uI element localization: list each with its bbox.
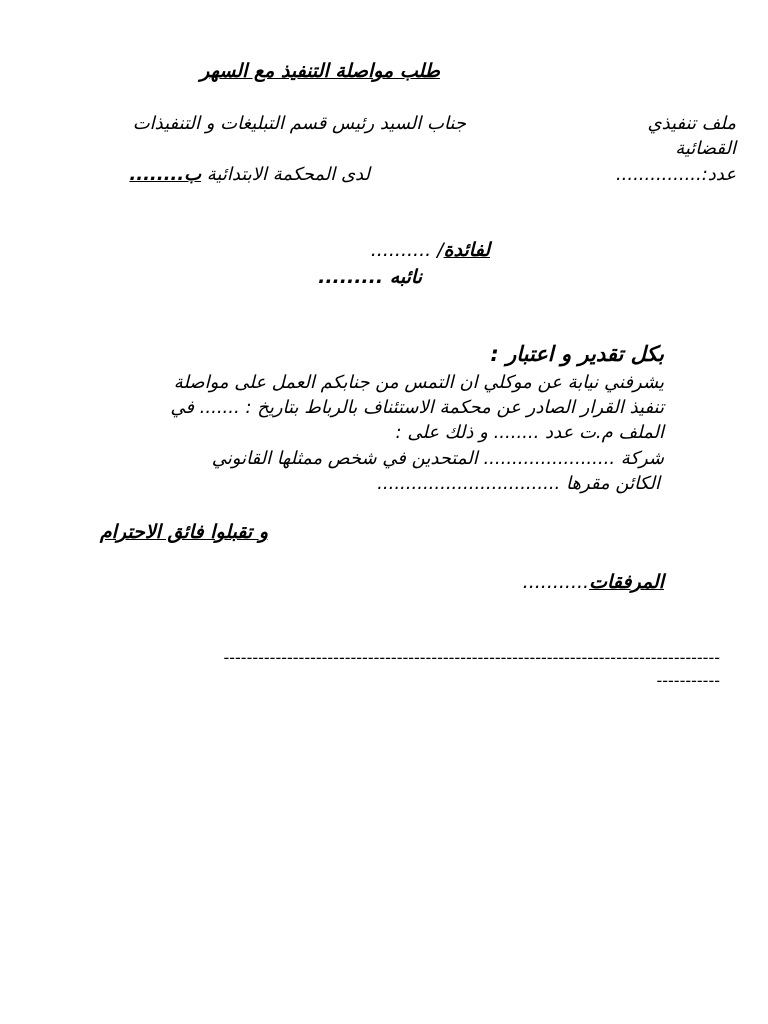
addressee-line-2 <box>129 164 370 185</box>
body-line-1: يشرفني نيابة عن موكلي ان التمس من جنابكم العمل على مواصلة <box>173 372 664 393</box>
document-title: طلب مواصلة التنفيذ مع السهر <box>200 60 440 82</box>
deputy-line: نائبه ......... <box>318 266 422 288</box>
file-number: عدد:............... <box>615 164 736 185</box>
court-city: ب........ <box>129 164 202 185</box>
attachments-line <box>523 571 664 593</box>
beneficiary-value: / .......... <box>370 239 444 261</box>
attachments-label: المرفقات <box>589 571 664 593</box>
file-label-continued: القضائية <box>675 138 736 159</box>
beneficiary-label: لفائدة <box>443 239 490 261</box>
closing-line: و تقبلوا فائق الاحترام <box>99 521 268 543</box>
addressee-line-1: جناب السيد رئيس قسم التبليغات و التنفيذات <box>132 113 466 134</box>
divider-line-2: ----------- <box>656 671 720 690</box>
beneficiary-line <box>371 239 490 261</box>
body-line-2: تنفيذ القرار الصادر عن محكمة الاستئناف بالرباط بتاريخ : ....... في <box>170 397 664 418</box>
body-line-4: شركة ....................... المتحدين في شخص ممثلها القانوني <box>211 448 664 469</box>
divider-line-1: -------------------------------------------------------------------------------------- <box>223 648 720 667</box>
court-label: لدى المحكمة الابتدائية <box>201 164 370 185</box>
file-label: ملف تنفيذي <box>647 113 736 134</box>
body-line-3: الملف م.ت عدد ........ و ذلك على : <box>395 422 664 443</box>
body-line-5: الكائن مقرها ................................ <box>377 473 660 494</box>
salutation: بكل تقدير و اعتبار : <box>490 342 664 366</box>
attachments-dots: ........... <box>522 571 590 593</box>
